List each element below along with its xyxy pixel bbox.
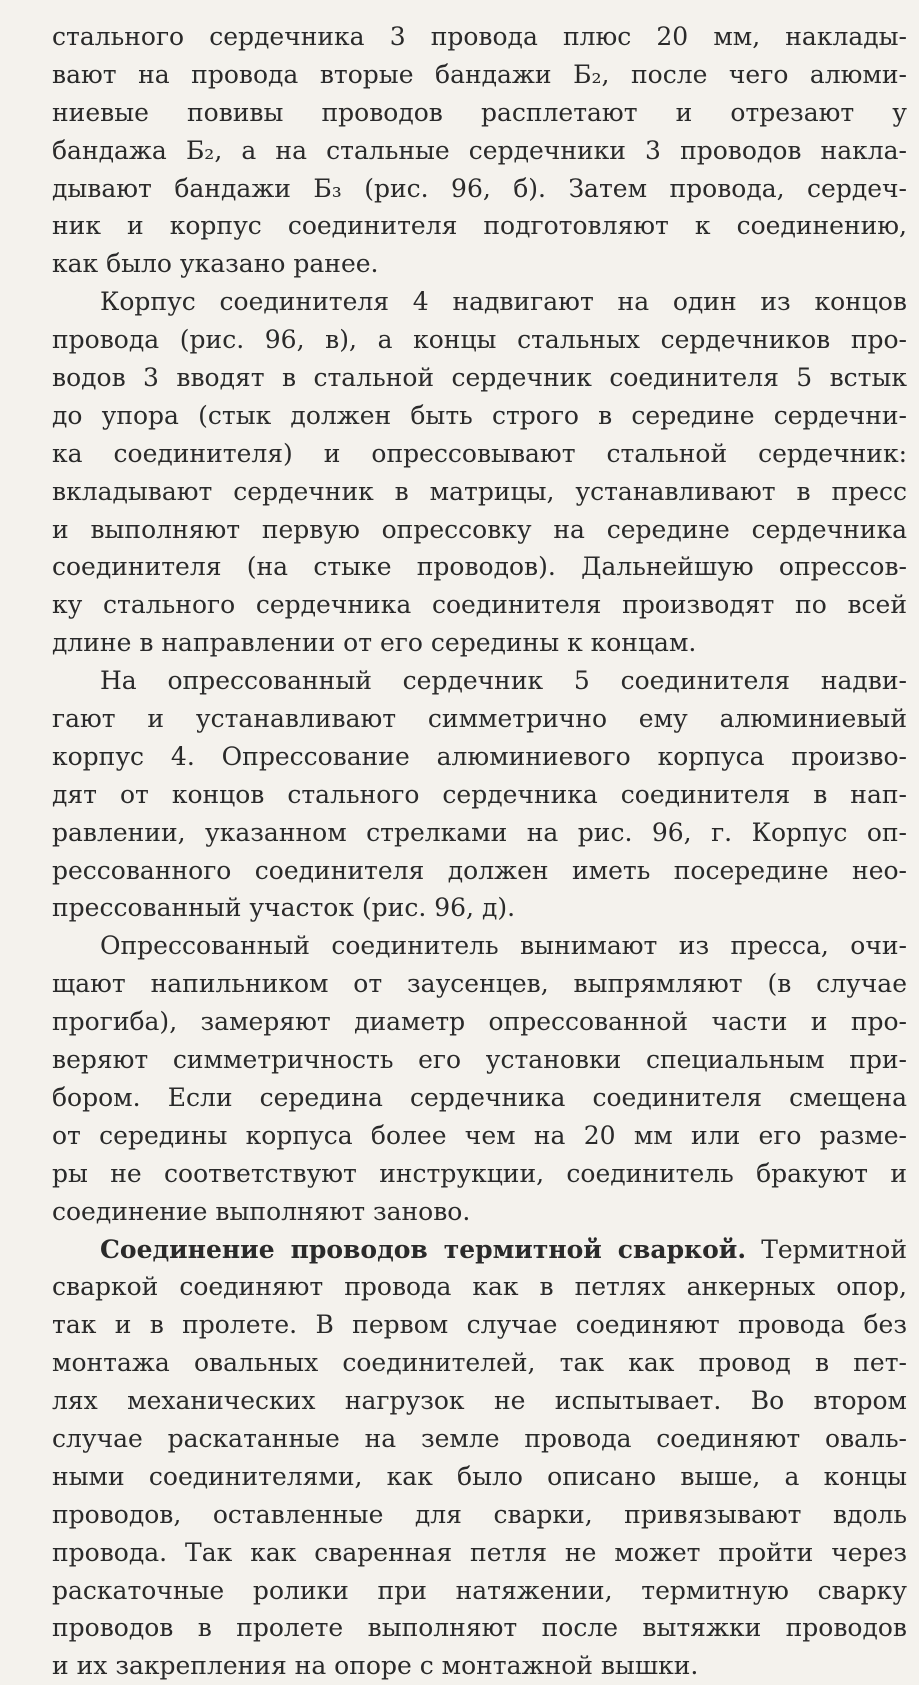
text-line: соединителя (на стыке проводов). Дальнейшую опрессов- bbox=[52, 552, 907, 582]
text-line: от середины корпуса более чем на 20 мм или его разме- bbox=[52, 1120, 907, 1150]
text-line: рессованного соединителя должен иметь посередине нео- bbox=[52, 855, 907, 885]
text-line: гают и устанавливают симметрично ему алюминиевый bbox=[52, 704, 907, 734]
text-line: так и в пролете. В первом случае соединяют провода без bbox=[52, 1310, 907, 1340]
text-line: проводов, оставленные для сварки, привязывают вдоль bbox=[52, 1499, 907, 1529]
text-line: дят от концов стального сердечника соединителя в нап- bbox=[52, 779, 907, 809]
text-line: провода (рис. 96, в), а концы стальных сердечников про- bbox=[52, 325, 907, 355]
text-line: Опрессованный соединитель вынимают из пресса, очи- bbox=[100, 931, 907, 961]
text-line: и выполняют первую опрессовку на середине сердечника bbox=[52, 514, 907, 544]
text-line: вают на провода вторые бандажи Б₂, после чего алюми- bbox=[52, 59, 907, 89]
text-line: корпус 4. Опрессование алюминиевого корпуса произво- bbox=[52, 741, 907, 771]
text-line: провода. Так как сваренная петля не может пройти через bbox=[52, 1537, 907, 1567]
text-line: веряют симметричность его установки специальным при- bbox=[52, 1045, 907, 1075]
text-line: стального сердечника 3 провода плюс 20 мм, наклады- bbox=[52, 22, 907, 51]
text-line: равлении, указанном стрелками на рис. 96, г. Корпус оп- bbox=[52, 817, 907, 847]
text-line: ку стального сердечника соединителя производят по всей bbox=[52, 590, 907, 620]
text-line: дывают бандажи Б₃ (рис. 96, б). Затем провода, сердеч- bbox=[52, 173, 907, 203]
text-line: ры не соответствуют инструкции, соединитель бракуют и bbox=[52, 1158, 907, 1188]
section-heading-line bbox=[52, 1231, 907, 1269]
text-line: На опрессованный сердечник 5 соединителя надви- bbox=[100, 666, 907, 696]
text-line: монтажа овальных соединителей, так как провод в пет- bbox=[52, 1348, 907, 1378]
text-line: проводов в пролете выполняют после вытяжки проводов bbox=[52, 1613, 907, 1643]
text-line: бором. Если середина сердечника соединителя смещена bbox=[52, 1082, 907, 1112]
text-line: ниевые повивы проводов расплетают и отрезают у bbox=[52, 97, 907, 127]
text-line: щают напильником от заусенцев, выпрямляют (в случае bbox=[52, 969, 907, 999]
text-line: соединение выполняют заново. bbox=[52, 1196, 471, 1226]
text-line: вкладывают сердечник в матрицы, устанавливают в пресс bbox=[52, 476, 907, 506]
text-line: ными соединителями, как было описано выше, а концы bbox=[52, 1461, 907, 1491]
text-line: и их закрепления на опоре с монтажной вышки. bbox=[52, 1651, 699, 1681]
text-line: Корпус соединителя 4 надвигают на один из концов bbox=[100, 287, 907, 317]
page-text bbox=[52, 18, 907, 1685]
text-line: бандажа Б₂, а на стальные сердечники 3 проводов накла- bbox=[52, 135, 907, 165]
text-line: ник и корпус соединителя подготовляют к соединению, bbox=[52, 211, 907, 241]
section-heading: Соединение проводов термитной сваркой. bbox=[100, 1234, 747, 1264]
text-line: лях механических нагрузок не испытывает. Во втором bbox=[52, 1386, 907, 1416]
text-line: прогиба), замеряют диаметр опрессованной части и про- bbox=[52, 1007, 907, 1037]
text-line: длине в направлении от его середины к концам. bbox=[52, 628, 697, 658]
text-line: до упора (стык должен быть строго в середине сердечни- bbox=[52, 400, 907, 430]
text-line: прессованный участок (рис. 96, д). bbox=[52, 893, 516, 923]
heading-line-rest: Термитной bbox=[746, 1234, 907, 1264]
text-line: ка соединителя) и опрессовывают стальной сердечник: bbox=[52, 438, 907, 468]
text-line: раскаточные ролики при натяжении, термитную сварку bbox=[52, 1575, 907, 1605]
text-line: случае раскатанные на земле провода соединяют оваль- bbox=[52, 1423, 907, 1453]
text-line: водов 3 вводят в стальной сердечник соединителя 5 встык bbox=[52, 363, 907, 393]
text-line: сваркой соединяют провода как в петлях анкерных опор, bbox=[52, 1272, 907, 1302]
text-line: как было указано ранее. bbox=[52, 249, 379, 279]
